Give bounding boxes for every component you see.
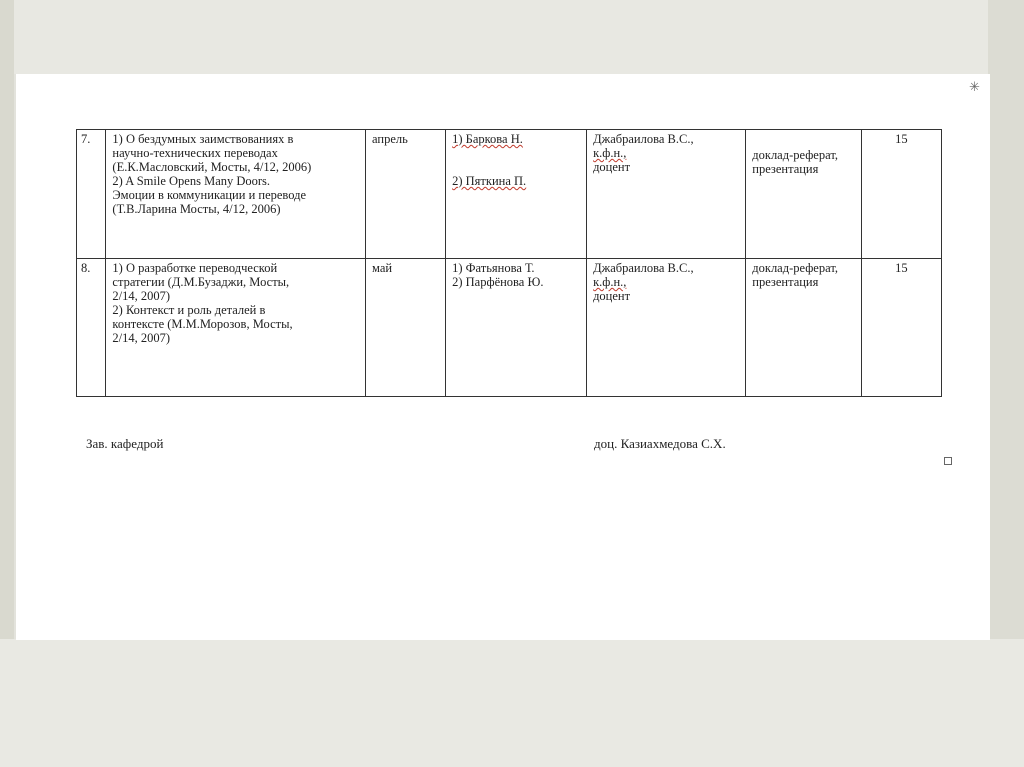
cell-points: 15 [861,130,941,259]
sparkle-icon: ✳ [969,80,980,95]
form-line: доклад-реферат, [752,261,838,275]
cell-students [446,130,587,259]
student-name: 2) Парфёнова Ю. [452,275,544,289]
topic-line: стратегии (Д.М.Бузаджи, Мосты, [112,275,290,289]
topic-line: научно-технических переводах [112,146,278,160]
topic-line: 1) О разработке переводческой [112,261,278,275]
cell-number: 8. [77,259,106,397]
student-name: 1) Баркова Н. [452,132,523,146]
supervisor-name: Джабраилова В.С., [593,261,694,275]
student-name: 1) Фатьянова Т. [452,261,535,275]
topic-line: (Е.К.Масловский, Мосты, 4/12, 2006) [112,160,312,174]
topic-line: 2/14, 2007) [112,289,171,303]
topic-line: Эмоции в коммуникации и переводе [112,188,307,202]
cell-month: май [366,259,446,397]
frame-bottom [0,639,1024,767]
form-line: презентация [752,162,819,176]
cell-topic [106,130,366,259]
cell-month: апрель [366,130,446,259]
topic-line: 2/14, 2007) [112,331,171,345]
topic-line: контексте (М.М.Морозов, Мосты, [112,317,293,331]
table-row [77,130,942,259]
cell-students [446,259,587,397]
cell-supervisor [587,259,746,397]
cell-number: 7. [77,130,106,259]
supervisor-degree: к.ф.н., [593,146,627,160]
topic-line: 2) A Smile Opens Many Doors. [112,174,271,188]
cell-form [746,130,862,259]
form-line: доклад-реферат, [752,148,838,162]
document-page [16,74,990,640]
supervisor-title: доцент [593,289,631,303]
student-name: 2) Пяткина П. [452,174,527,188]
supervisor-degree: к.ф.н., [593,275,627,289]
topic-line: 2) Контекст и роль деталей в [112,303,266,317]
footer-signatory: доц. Казиахмедова С.Х. [594,436,726,451]
footer-position: Зав. кафедрой [86,436,164,451]
supervisor-name: Джабраилова В.С., [593,132,694,146]
cell-form [746,259,862,397]
topic-line: 1) О бездумных заимствованиях в [112,132,294,146]
frame-top [0,0,1024,74]
table-row [77,259,942,397]
supervisor-title: доцент [593,160,631,174]
topic-line: (Т.В.Ларина Мосты, 4/12, 2006) [112,202,281,216]
cell-supervisor [587,130,746,259]
table-resize-handle[interactable] [944,457,952,465]
schedule-table [76,129,942,397]
cell-topic [106,259,366,397]
form-line: презентация [752,275,819,289]
cell-points: 15 [861,259,941,397]
